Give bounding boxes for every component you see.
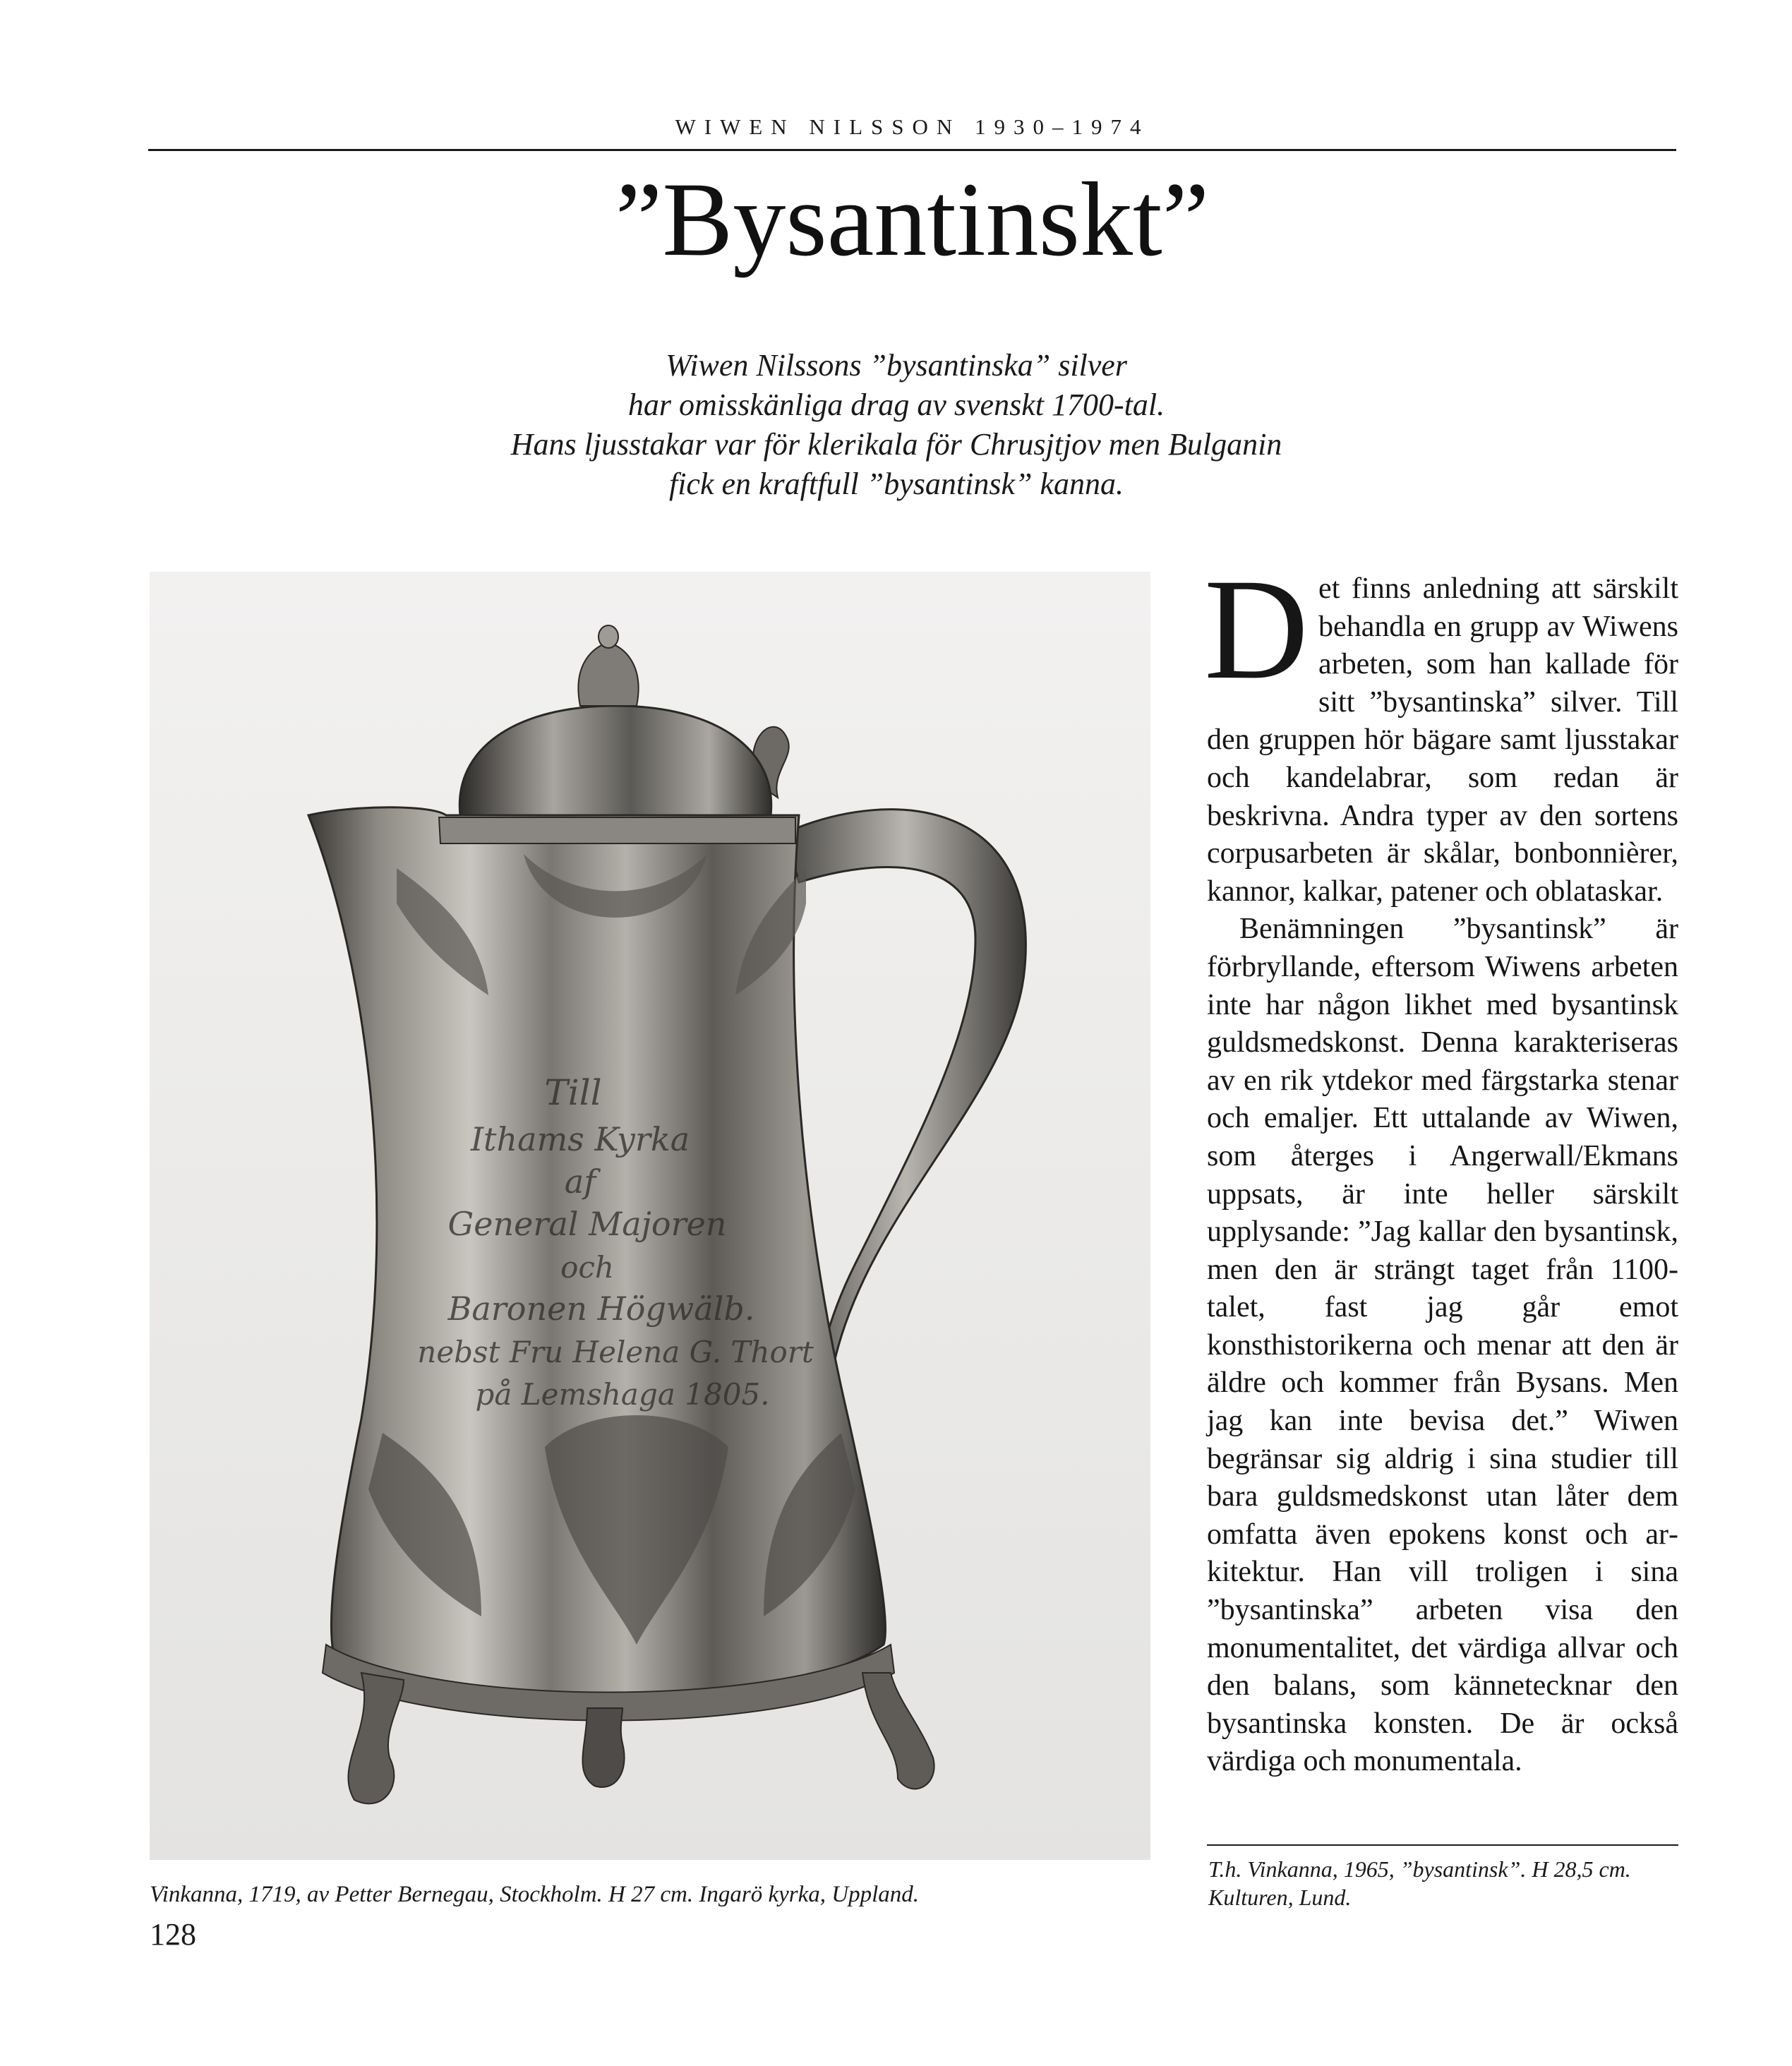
jug-collar: [439, 817, 795, 843]
running-head: WIWEN NILSSON 1930–1974: [675, 114, 1150, 139]
body-paragraph: [1204, 549, 1678, 911]
engraving-line: Till: [544, 1072, 602, 1113]
engraving-line: af: [564, 1163, 596, 1201]
caption-line: T.h. Vinkanna, 1965, ”bysantinsk”. H 28,5 cm.: [1208, 1856, 1631, 1882]
lead-paragraph: [423, 346, 1369, 504]
caption-line: Kulturen, Lund.: [1208, 1885, 1352, 1910]
body-paragraph-text: et finns anledning att särskilt behandla en grupp av Wiwens arbeten, som han kallade för sitt ”bysantinska” silver. Till den gruppen hör bägare samt ljusstakar och kandelabrar, som redan är beskrivna. Andra typer av den sortens corpusarbeten är skålar, bonbonnièrer, kannor, kalkar, patener och oblataskar.: [1207, 572, 1678, 908]
photo-wine-jug: [150, 572, 1150, 1860]
engraving-line: och: [560, 1250, 614, 1285]
drop-cap: D: [1204, 549, 1309, 709]
photo-caption-right: [1208, 1855, 1680, 1911]
caption-rule: [1207, 1844, 1678, 1846]
engraving-line: på Lemshaga 1805.: [475, 1377, 770, 1412]
page-title: ”Bysantinskt”: [615, 161, 1210, 278]
wine-jug-illustration: [150, 572, 1150, 1860]
engraving-line: Baronen Högwälb.: [447, 1290, 755, 1328]
body-text: [1204, 549, 1678, 1781]
engraving-line: Ithams Kyrka: [470, 1120, 690, 1158]
header-rule: [148, 149, 1676, 151]
lead-line: fick en kraftfull ”bysantinsk” kanna.: [668, 467, 1124, 501]
finial-knob: [599, 625, 618, 648]
engraving-line: General Majoren: [447, 1205, 727, 1243]
lead-line: Hans ljusstakar var för klerikala för Chrusjtjov men Bulganin: [510, 427, 1282, 462]
page-number: 128: [150, 1917, 196, 1952]
lead-line: Wiwen Nilssons ”bysantinska” silver: [666, 348, 1127, 383]
body-paragraph: Benämningen ”bysantinsk” är förbryllande, eftersom Wiwens arbeten inte har någon likhet med bysantinsk guldsmedskonst. Denna karakteriseras av en rik ytdekor med färgstarka stenar och emaljer. Ett uttalande av Wiwen, som återges i Angerwall/Ekmans uppsats, är inte heller särskilt upplysande: ”Jag kallar den bysantinsk, men den är strängt taget från 1100-talet, fast jag går emot konsthistorikerna och menar att den är äldre och kommer från Bysans. Men jag kan inte bevisa det.” Wiwen begränsar sig aldrig i sina studier till bara guldsmedskonst utan låter dem omfatta även epokens konst och arkitektur. Han vill troligen i sina ”bysantinska” arbeten visa den monumentalitet, det värdiga allvar och den balans, som kännetecknar den bysantinska konsten. De är också värdiga och monumentala.: [1207, 913, 1678, 1778]
jug-foot: [582, 1708, 624, 1787]
engraving-line: nebst Fru Helena G. Thort: [417, 1335, 814, 1369]
photo-caption-left: Vinkanna, 1719, av Petter Bernegau, Stockholm. H 27 cm. Ingarö kyrka, Uppland.: [150, 1882, 919, 1907]
lead-line: har omisskänliga drag av svenskt 1700-tal.: [627, 388, 1165, 422]
